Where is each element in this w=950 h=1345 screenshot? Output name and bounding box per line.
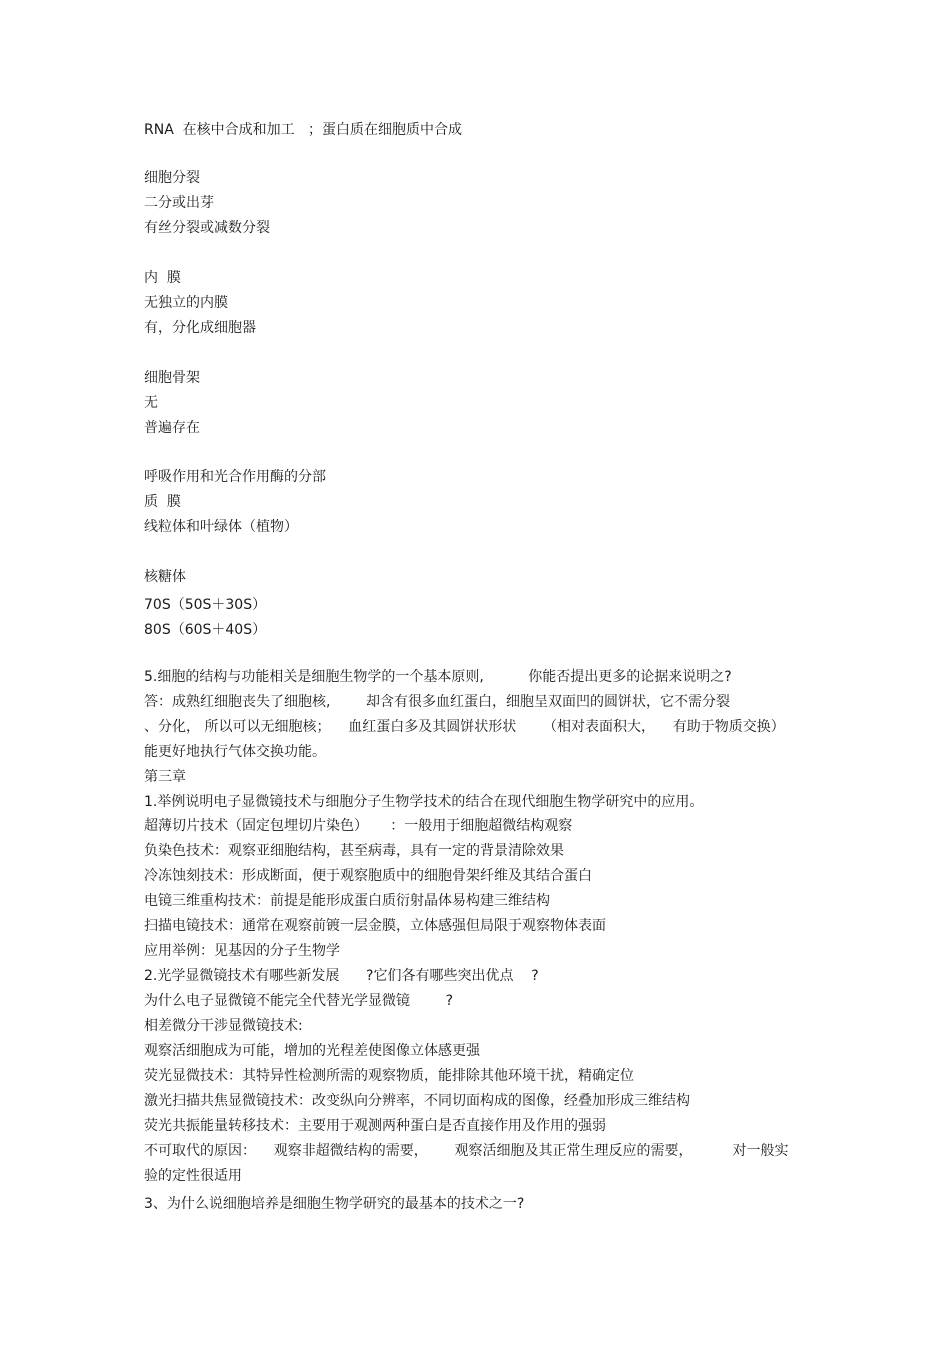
text-line: 内 膜 <box>144 270 181 286</box>
text-line: 观察活细胞成为可能，增加的光程差使图像立体感更强 <box>144 1043 480 1059</box>
text-line: 无独立的内膜 <box>144 295 228 311</box>
text-line: 70S（50S＋30S） <box>144 597 267 613</box>
text-line: 80S（60S＋40S） <box>144 622 267 638</box>
text-line: 细胞骨架 <box>144 370 200 386</box>
text-line: 应用举例：见基因的分子生物学 <box>144 943 340 959</box>
text-line: 荧光共振能量转移技术：主要用于观测两种蛋白是否直接作用及作用的强弱 <box>144 1118 606 1134</box>
text-line: 验的定性很适用 <box>144 1168 242 1184</box>
text-line: 能更好地执行气体交换功能。 <box>144 744 326 760</box>
text-line: 1.举例说明电子显微镜技术与细胞分子生物学技术的结合在现代细胞生物学研究中的应用。 <box>144 794 704 810</box>
text-line: 激光扫描共焦显微镜技术：改变纵向分辨率，不同切面构成的图像，经叠加形成三维结构 <box>144 1093 690 1109</box>
text-line: 第三章 <box>144 769 186 785</box>
text-line: 普遍存在 <box>144 420 200 436</box>
text-line: 不可取代的原因： 观察非超微结构的需要， 观察活细胞及其正常生理反应的需要， 对一般实 <box>144 1143 789 1159</box>
text-line: 负染色技术：观察亚细胞结构，甚至病毒，具有一定的背景清除效果 <box>144 843 564 859</box>
text-line: 2.光学显微镜技术有哪些新发展 ?它们各有哪些突出优点 ? <box>144 968 539 984</box>
text-line: 3、为什么说细胞培养是细胞生物学研究的最基本的技术之一? <box>144 1196 525 1212</box>
text-line: 呼吸作用和光合作用酶的分部 <box>144 469 326 485</box>
text-line: 扫描电镜技术：通常在观察前镀一层金膜，立体感强但局限于观察物体表面 <box>144 918 606 934</box>
text-line: 无 <box>144 395 158 411</box>
text-line: 为什么电子显微镜不能完全代替光学显微镜 ? <box>144 993 454 1009</box>
text-line: 电镜三维重构技术：前提是能形成蛋白质衍射晶体易构建三维结构 <box>144 893 550 909</box>
text-line: 5.细胞的结构与功能相关是细胞生物学的一个基本原则, 你能否提出更多的论据来说明之? <box>144 669 732 685</box>
text-line: 、分化， 所以可以无细胞核； 血红蛋白多及其圆饼状形状 （相对表面积大， 有助于物质交换） <box>144 719 785 735</box>
text-line: 答：成熟红细胞丧失了细胞核, 却含有很多血红蛋白，细胞呈双面凹的圆饼状，它不需分裂 <box>144 694 731 710</box>
text-line: 荧光显微技术：其特异性检测所需的观察物质，能排除其他环境干扰，精确定位 <box>144 1068 634 1084</box>
text-line: 二分或出芽 <box>144 195 214 211</box>
text-line: 线粒体和叶绿体（植物） <box>144 519 298 535</box>
text-line: 有丝分裂或减数分裂 <box>144 220 270 236</box>
text-line: RNA 在核中合成和加工 ；蛋白质在细胞质中合成 <box>144 122 463 138</box>
text-line: 有，分化成细胞器 <box>144 320 256 336</box>
text-line: 冷冻蚀刻技术：形成断面，便于观察胞质中的细胞骨架纤维及其结合蛋白 <box>144 868 592 884</box>
text-line: 超薄切片技术（固定包埋切片染色） ：一般用于细胞超微结构观察 <box>144 818 573 834</box>
text-line: 质 膜 <box>144 494 181 510</box>
text-line: 细胞分裂 <box>144 170 200 186</box>
text-line: 相差微分干涉显微镜技术: <box>144 1018 303 1034</box>
text-line: 核糖体 <box>144 569 186 585</box>
